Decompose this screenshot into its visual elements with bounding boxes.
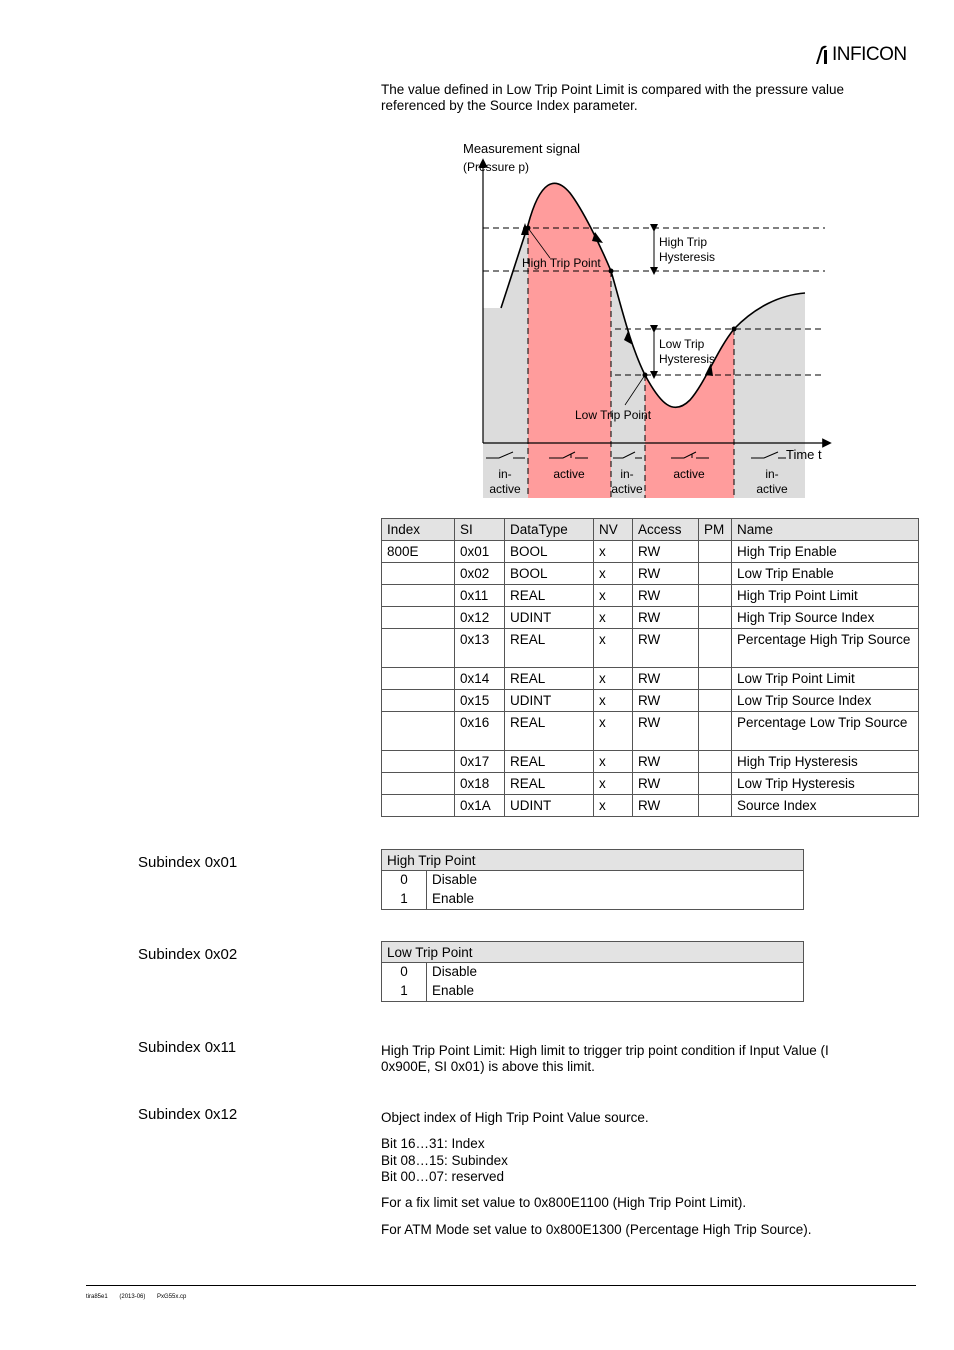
index-cell bbox=[382, 712, 455, 751]
datatype-cell: REAL bbox=[505, 773, 594, 795]
table-row bbox=[382, 629, 919, 668]
footer-date: (2013-06) bbox=[119, 1294, 146, 1300]
access-cell: RW bbox=[633, 668, 699, 690]
x-axis-label: Time t bbox=[786, 447, 822, 462]
header-datatype: DataType bbox=[505, 519, 594, 541]
bit-line-3: Bit 00…07: reserved bbox=[381, 1169, 505, 1184]
subindex-0x02-label: Subindex 0x02 bbox=[138, 946, 238, 963]
active-region-1 bbox=[528, 183, 611, 498]
index-cell bbox=[382, 629, 455, 668]
nv-cell: x bbox=[594, 585, 633, 607]
table-row bbox=[382, 690, 919, 712]
name-cell: Percentage High Trip Source bbox=[732, 629, 919, 668]
access-cell: RW bbox=[633, 607, 699, 629]
index-cell: 800E bbox=[382, 541, 455, 563]
access-cell: RW bbox=[633, 773, 699, 795]
datatype-cell: REAL bbox=[505, 668, 594, 690]
header-pm: PM bbox=[699, 519, 732, 541]
access-cell: RW bbox=[633, 690, 699, 712]
index-cell bbox=[382, 607, 455, 629]
inactive-region-2 bbox=[611, 271, 645, 498]
index-cell bbox=[382, 773, 455, 795]
fix-limit-note: For a fix limit set value to 0x800E1100 (High Trip Point Limit). bbox=[381, 1195, 747, 1210]
subindex-0x01-label: Subindex 0x01 bbox=[138, 854, 238, 871]
name-cell: Low Trip Hysteresis bbox=[732, 773, 919, 795]
footer-divider bbox=[86, 1285, 916, 1286]
footer bbox=[86, 1294, 196, 1300]
text-cell: Enable bbox=[427, 982, 804, 1002]
si-cell: 0x16 bbox=[455, 712, 505, 751]
index-cell bbox=[382, 690, 455, 712]
datatype-cell: REAL bbox=[505, 751, 594, 773]
datatype-cell: REAL bbox=[505, 585, 594, 607]
access-cell: RW bbox=[633, 712, 699, 751]
atm-mode-note: For ATM Mode set value to 0x800E1300 (Percentage High Trip Source). bbox=[381, 1222, 812, 1237]
header-nv: NV bbox=[594, 519, 633, 541]
si-cell: 0x11 bbox=[455, 585, 505, 607]
table-row bbox=[382, 751, 919, 773]
high-trip-point-label: High Trip Point bbox=[522, 256, 601, 270]
parameter-table bbox=[381, 518, 919, 817]
nv-cell: x bbox=[594, 690, 633, 712]
value-cell: 1 bbox=[382, 890, 427, 910]
pm-cell bbox=[699, 607, 732, 629]
pm-cell bbox=[699, 773, 732, 795]
name-cell: High Trip Source Index bbox=[732, 607, 919, 629]
name-cell: Source Index bbox=[732, 795, 919, 817]
text-cell: Disable bbox=[427, 963, 804, 983]
footer-doc: tira85e1 bbox=[86, 1294, 108, 1300]
high-trip-hysteresis-label-2: Hysteresis bbox=[659, 250, 716, 264]
datatype-cell: UDINT bbox=[505, 690, 594, 712]
table-row bbox=[382, 963, 804, 983]
pm-cell bbox=[699, 751, 732, 773]
pm-cell bbox=[699, 541, 732, 563]
si-cell: 0x14 bbox=[455, 668, 505, 690]
low-trip-point-title: Low Trip Point bbox=[382, 942, 804, 963]
name-cell: High Trip Point Limit bbox=[732, 585, 919, 607]
value-cell: 0 bbox=[382, 871, 427, 891]
name-cell: High Trip Enable bbox=[732, 541, 919, 563]
si-cell: 0x02 bbox=[455, 563, 505, 585]
high-trip-hysteresis-label-1: High Trip bbox=[659, 235, 708, 249]
y-axis-label-1: Measurement signal bbox=[463, 141, 581, 156]
table-row bbox=[382, 563, 919, 585]
table-row bbox=[382, 541, 919, 563]
index-cell bbox=[382, 668, 455, 690]
nv-cell: x bbox=[594, 712, 633, 751]
pm-cell bbox=[699, 795, 732, 817]
state-inactive-1b: active bbox=[489, 482, 521, 496]
si-cell: 0x13 bbox=[455, 629, 505, 668]
pm-cell bbox=[699, 668, 732, 690]
nv-cell: x bbox=[594, 773, 633, 795]
access-cell: RW bbox=[633, 751, 699, 773]
low-trip-hysteresis-label-2: Hysteresis bbox=[659, 352, 716, 366]
state-active-1: active bbox=[553, 467, 585, 481]
access-cell: RW bbox=[633, 541, 699, 563]
nv-cell: x bbox=[594, 541, 633, 563]
table-row bbox=[382, 607, 919, 629]
high-trip-point-title: High Trip Point bbox=[382, 850, 804, 871]
subindex-0x11-label: Subindex 0x11 bbox=[138, 1039, 237, 1056]
si-cell: 0x17 bbox=[455, 751, 505, 773]
footer-file: PxG55x.cp bbox=[157, 1294, 187, 1300]
nv-cell: x bbox=[594, 795, 633, 817]
high-trip-point-table bbox=[381, 849, 804, 910]
access-cell: RW bbox=[633, 563, 699, 585]
bit-line-2: Bit 08…15: Subindex bbox=[381, 1153, 508, 1168]
intro-text: The value defined in Low Trip Point Limit is compared with the pressure value referenced by the Source Index parameter. bbox=[381, 82, 844, 113]
inficon-logo bbox=[812, 44, 916, 66]
nv-cell: x bbox=[594, 629, 633, 668]
name-cell: Percentage Low Trip Source bbox=[732, 712, 919, 751]
y-axis-label-2: (Pressure p) bbox=[463, 160, 530, 174]
datatype-cell: UDINT bbox=[505, 607, 594, 629]
access-cell: RW bbox=[633, 795, 699, 817]
pm-cell bbox=[699, 712, 732, 751]
table-row bbox=[382, 668, 919, 690]
table-header-row bbox=[382, 519, 919, 541]
si-cell: 0x12 bbox=[455, 607, 505, 629]
header-index: Index bbox=[382, 519, 455, 541]
table-row bbox=[382, 982, 804, 1002]
subindex-0x12-label: Subindex 0x12 bbox=[138, 1106, 238, 1123]
table-row bbox=[382, 871, 804, 891]
index-cell bbox=[382, 585, 455, 607]
name-cell: Low Trip Source Index bbox=[732, 690, 919, 712]
si-cell: 0x01 bbox=[455, 541, 505, 563]
table-row bbox=[382, 795, 919, 817]
pm-cell bbox=[699, 585, 732, 607]
header-name: Name bbox=[732, 519, 919, 541]
subindex-0x12-description: Object index of High Trip Point Value source. bbox=[381, 1110, 649, 1125]
table-row bbox=[382, 773, 919, 795]
index-cell bbox=[382, 795, 455, 817]
inficon-logo-icon bbox=[812, 44, 832, 66]
state-inactive-1a: in- bbox=[498, 467, 512, 481]
datatype-cell: REAL bbox=[505, 712, 594, 751]
low-trip-hysteresis-label-1: Low Trip bbox=[659, 337, 705, 351]
si-cell: 0x1A bbox=[455, 795, 505, 817]
nv-cell: x bbox=[594, 607, 633, 629]
datatype-cell: REAL bbox=[505, 629, 594, 668]
header-access: Access bbox=[633, 519, 699, 541]
name-cell: Low Trip Point Limit bbox=[732, 668, 919, 690]
nv-cell: x bbox=[594, 751, 633, 773]
index-cell bbox=[382, 563, 455, 585]
datatype-cell: BOOL bbox=[505, 563, 594, 585]
pm-cell bbox=[699, 563, 732, 585]
value-cell: 0 bbox=[382, 963, 427, 983]
datatype-cell: UDINT bbox=[505, 795, 594, 817]
name-cell: High Trip Hysteresis bbox=[732, 751, 919, 773]
subindex-0x11-text: High Trip Point Limit: High limit to trigger trip point condition if Input Value (I 0x900E, SI 0x01) is above this limit. bbox=[381, 1043, 829, 1074]
si-cell: 0x18 bbox=[455, 773, 505, 795]
si-cell: 0x15 bbox=[455, 690, 505, 712]
table-row bbox=[382, 890, 804, 910]
pm-cell bbox=[699, 690, 732, 712]
bit-line-1: Bit 16…31: Index bbox=[381, 1136, 485, 1151]
nv-cell: x bbox=[594, 563, 633, 585]
state-inactive-3b: active bbox=[756, 482, 788, 496]
state-active-2: active bbox=[673, 467, 705, 481]
name-cell: Low Trip Enable bbox=[732, 563, 919, 585]
text-cell: Disable bbox=[427, 871, 804, 891]
datatype-cell: BOOL bbox=[505, 541, 594, 563]
header-si: SI bbox=[455, 519, 505, 541]
table-row bbox=[382, 712, 919, 751]
state-inactive-2a: in- bbox=[620, 467, 634, 481]
state-inactive-2b: active bbox=[611, 482, 643, 496]
low-trip-point-label: Low Trip Point bbox=[575, 408, 652, 422]
table-row bbox=[382, 585, 919, 607]
index-cell bbox=[382, 751, 455, 773]
trip-point-diagram bbox=[455, 135, 835, 503]
logo-text: INFICON bbox=[832, 44, 907, 65]
value-cell: 1 bbox=[382, 982, 427, 1002]
access-cell: RW bbox=[633, 585, 699, 607]
low-trip-point-table bbox=[381, 941, 804, 1002]
access-cell: RW bbox=[633, 629, 699, 668]
pm-cell bbox=[699, 629, 732, 668]
text-cell: Enable bbox=[427, 890, 804, 910]
state-inactive-3a: in- bbox=[765, 467, 779, 481]
nv-cell: x bbox=[594, 668, 633, 690]
